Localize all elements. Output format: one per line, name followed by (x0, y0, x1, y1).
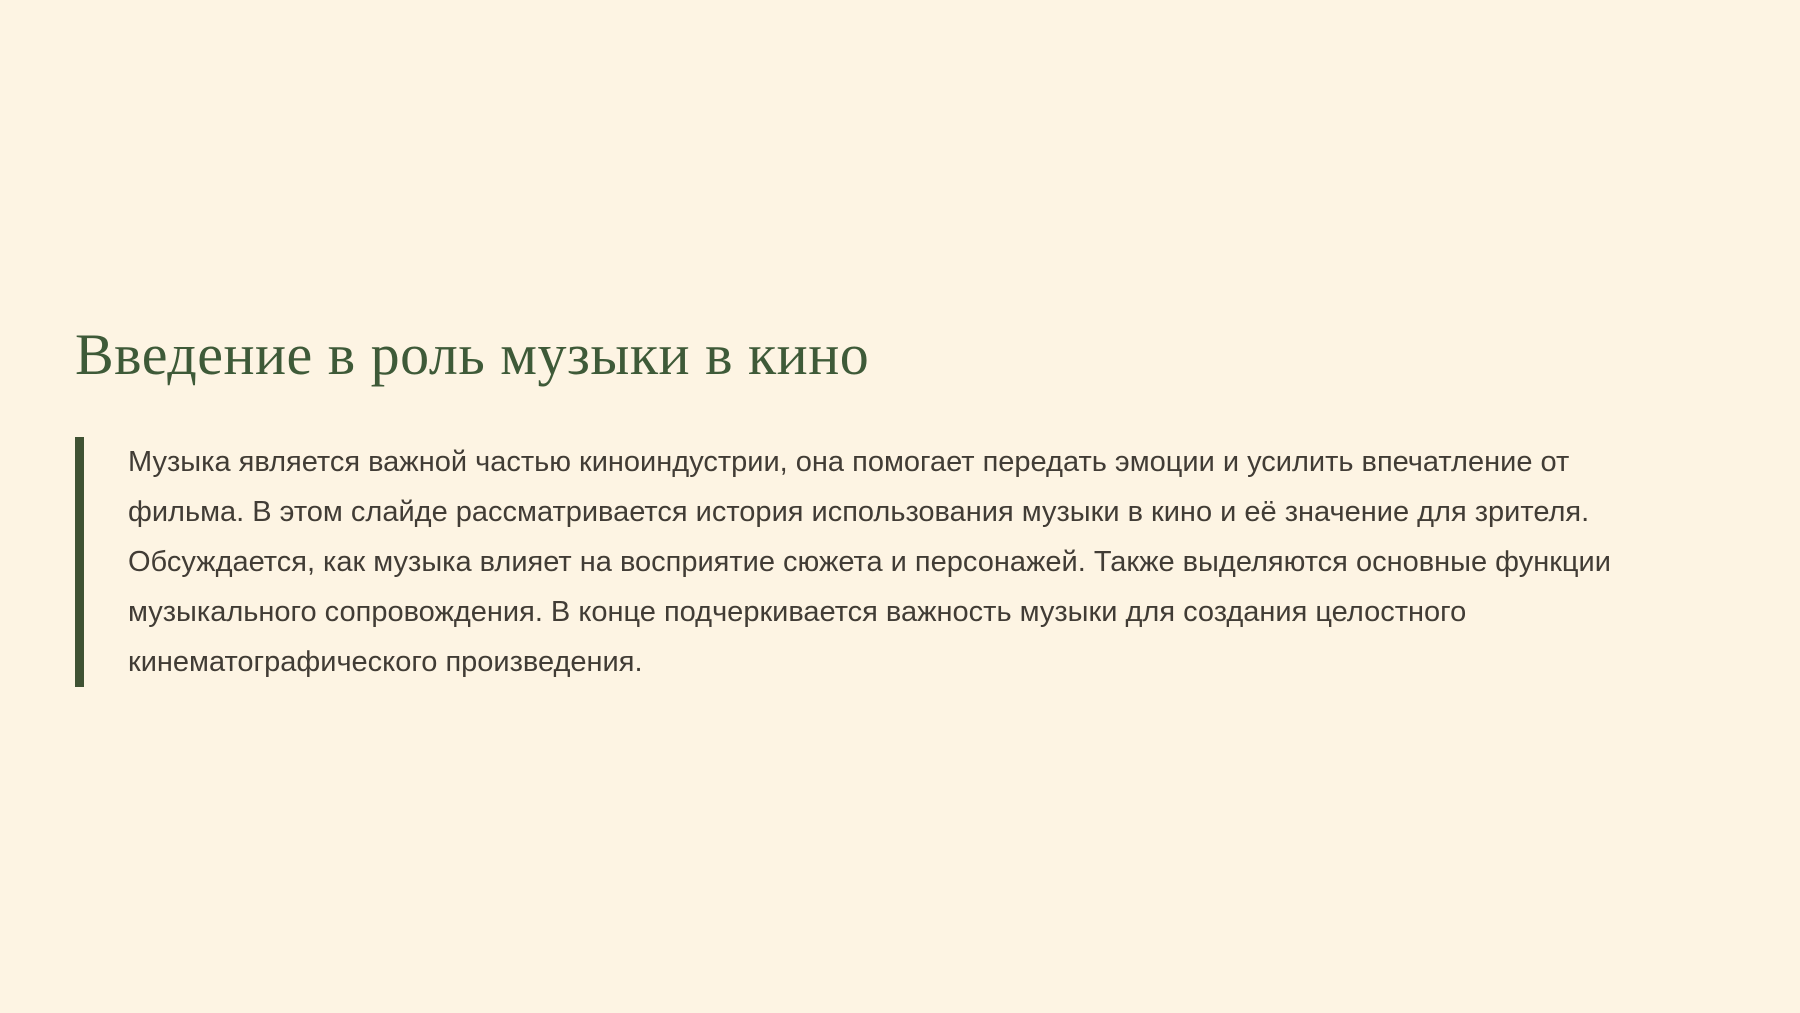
body-block (75, 437, 1661, 687)
slide-title: Введение в роль музыки в кино (75, 322, 870, 387)
slide-body-text: Музыка является важной частью киноиндустрии, она помогает передать эмоции и усилить впечатление от фильма. В этом слайде рассматривается история использования музыки в кино и её значение для зрителя. Обсуждается, как музыка влияет на восприятие сюжета и персонажей. Также выделяются основные функции музыкального сопровождения. В конце подчеркивается важность музыки для создания целостного кинематографического произведения. (128, 446, 1611, 678)
